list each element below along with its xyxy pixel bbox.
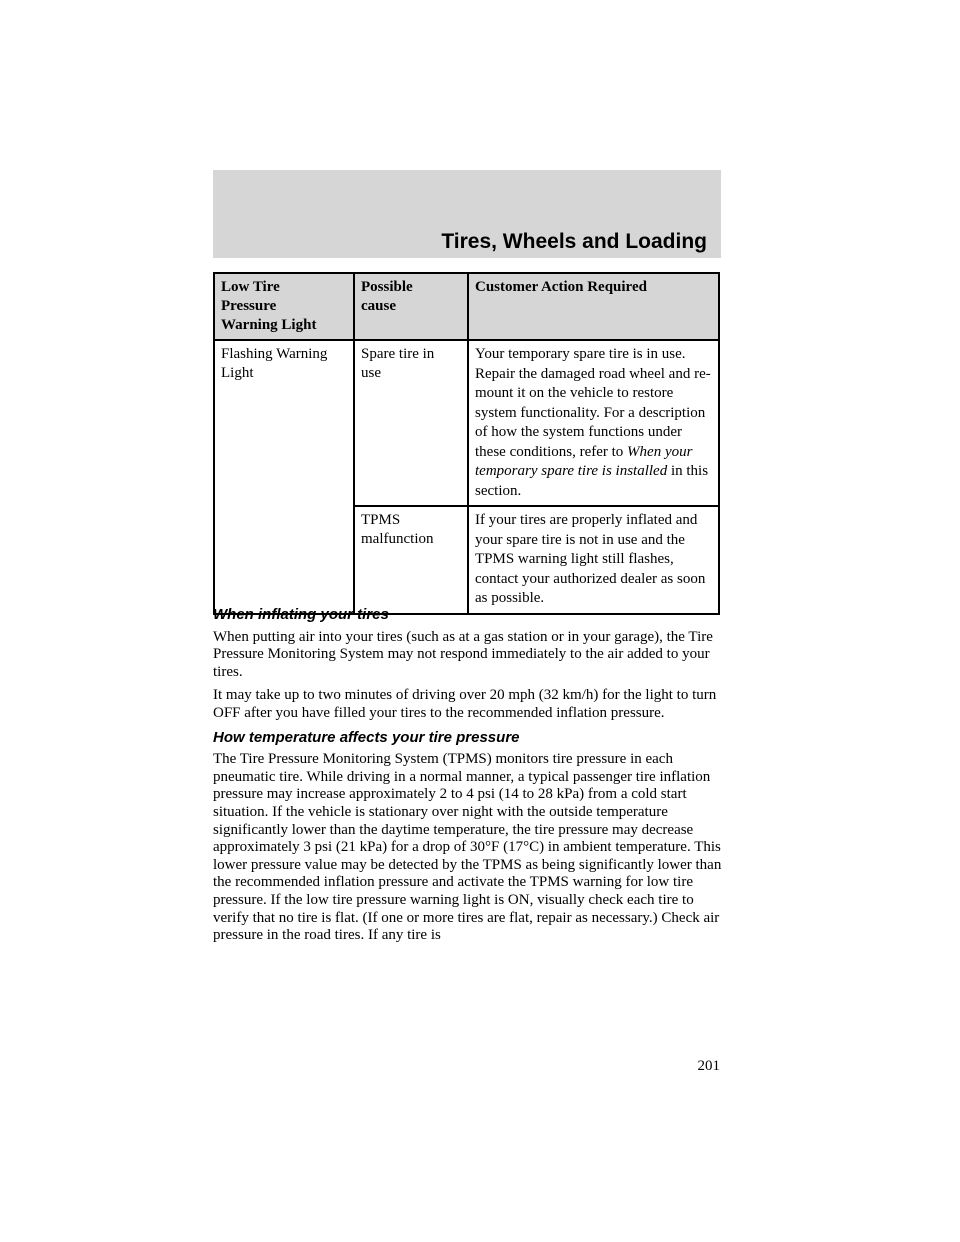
section-title: Tires, Wheels and Loading — [441, 230, 707, 253]
table-header-row — [214, 273, 719, 340]
cell-line: Light — [221, 365, 254, 381]
action-text-tail: in this section. — [475, 463, 709, 499]
header-line: Warning Light — [221, 317, 317, 333]
action-text: Your temporary spare tire is in use. Repair the damaged road wheel and re-mount it on the vehicle to restore system functionality. For a description of how the system functions under these conditions, refer to — [475, 346, 711, 460]
warning-light-cell — [214, 340, 354, 614]
section-heading: When inflating your tires — [213, 606, 389, 623]
cell-line: use — [361, 365, 381, 381]
action-cell: If your tires are properly inflated and your spare tire is not in use and the TPMS warning light still flashes, contact your authorized dealer as soon as possible. — [468, 506, 719, 614]
cause-cell — [354, 340, 468, 506]
section-header-band — [213, 170, 721, 258]
paragraph: It may take up to two minutes of driving over 20 mph (32 km/h) for the light to turn OFF after you have filled your tires to the recommended inflation pressure. — [213, 687, 717, 721]
paragraph: The Tire Pressure Monitoring System (TPMS) monitors tire pressure in each pneumatic tire. While driving in a normal manner, a typical passenger tire inflation pressure may increase approximately 2 to 4 psi (14 to 28 kPa) from a cold start situation. If the vehicle is stationary over night with the outside temperature significantly lower than the daytime temperature, the tire pressure may decrease approximately 3 psi (21 kPa) for a drop of 30°F (17°C) in ambient temperature. This lower pressure value may be detected by the TPMS as being significantly lower than the recommended inflation pressure and activate the TPMS warning for low tire pressure. If the low tire pressure warning light is ON, visually check each tire to verify that no tire is flat. (If one or more tires are flat, repair as necessary.) Check air pressure in the road tires. If any tire is — [213, 751, 722, 944]
tpms-warning-table — [213, 272, 720, 615]
header-customer-action: Customer Action Required — [468, 273, 719, 340]
cell-line: TPMS — [361, 512, 401, 528]
header-line: Pressure — [221, 298, 277, 314]
header-line: cause — [361, 298, 396, 314]
table-row — [214, 340, 719, 506]
header-warning-light — [214, 273, 354, 340]
header-possible-cause — [354, 273, 468, 340]
page-number: 201 — [697, 1058, 720, 1074]
cause-cell — [354, 506, 468, 614]
action-cell — [468, 340, 719, 506]
header-line: Low Tire — [221, 279, 280, 295]
cell-line: malfunction — [361, 531, 434, 547]
header-line: Possible — [361, 279, 413, 295]
body-text — [213, 600, 723, 951]
cell-line: Flashing Warning — [221, 346, 328, 362]
section-heading: How temperature affects your tire pressure — [213, 728, 520, 746]
paragraph: When putting air into your tires (such as at a gas station or in your garage), the Tire Pressure Monitoring System may not respond immediately to the air added to your tires. — [213, 628, 713, 680]
cell-line: Spare tire in — [361, 346, 435, 362]
section-reference: When your temporary spare tire is installed — [475, 443, 693, 479]
